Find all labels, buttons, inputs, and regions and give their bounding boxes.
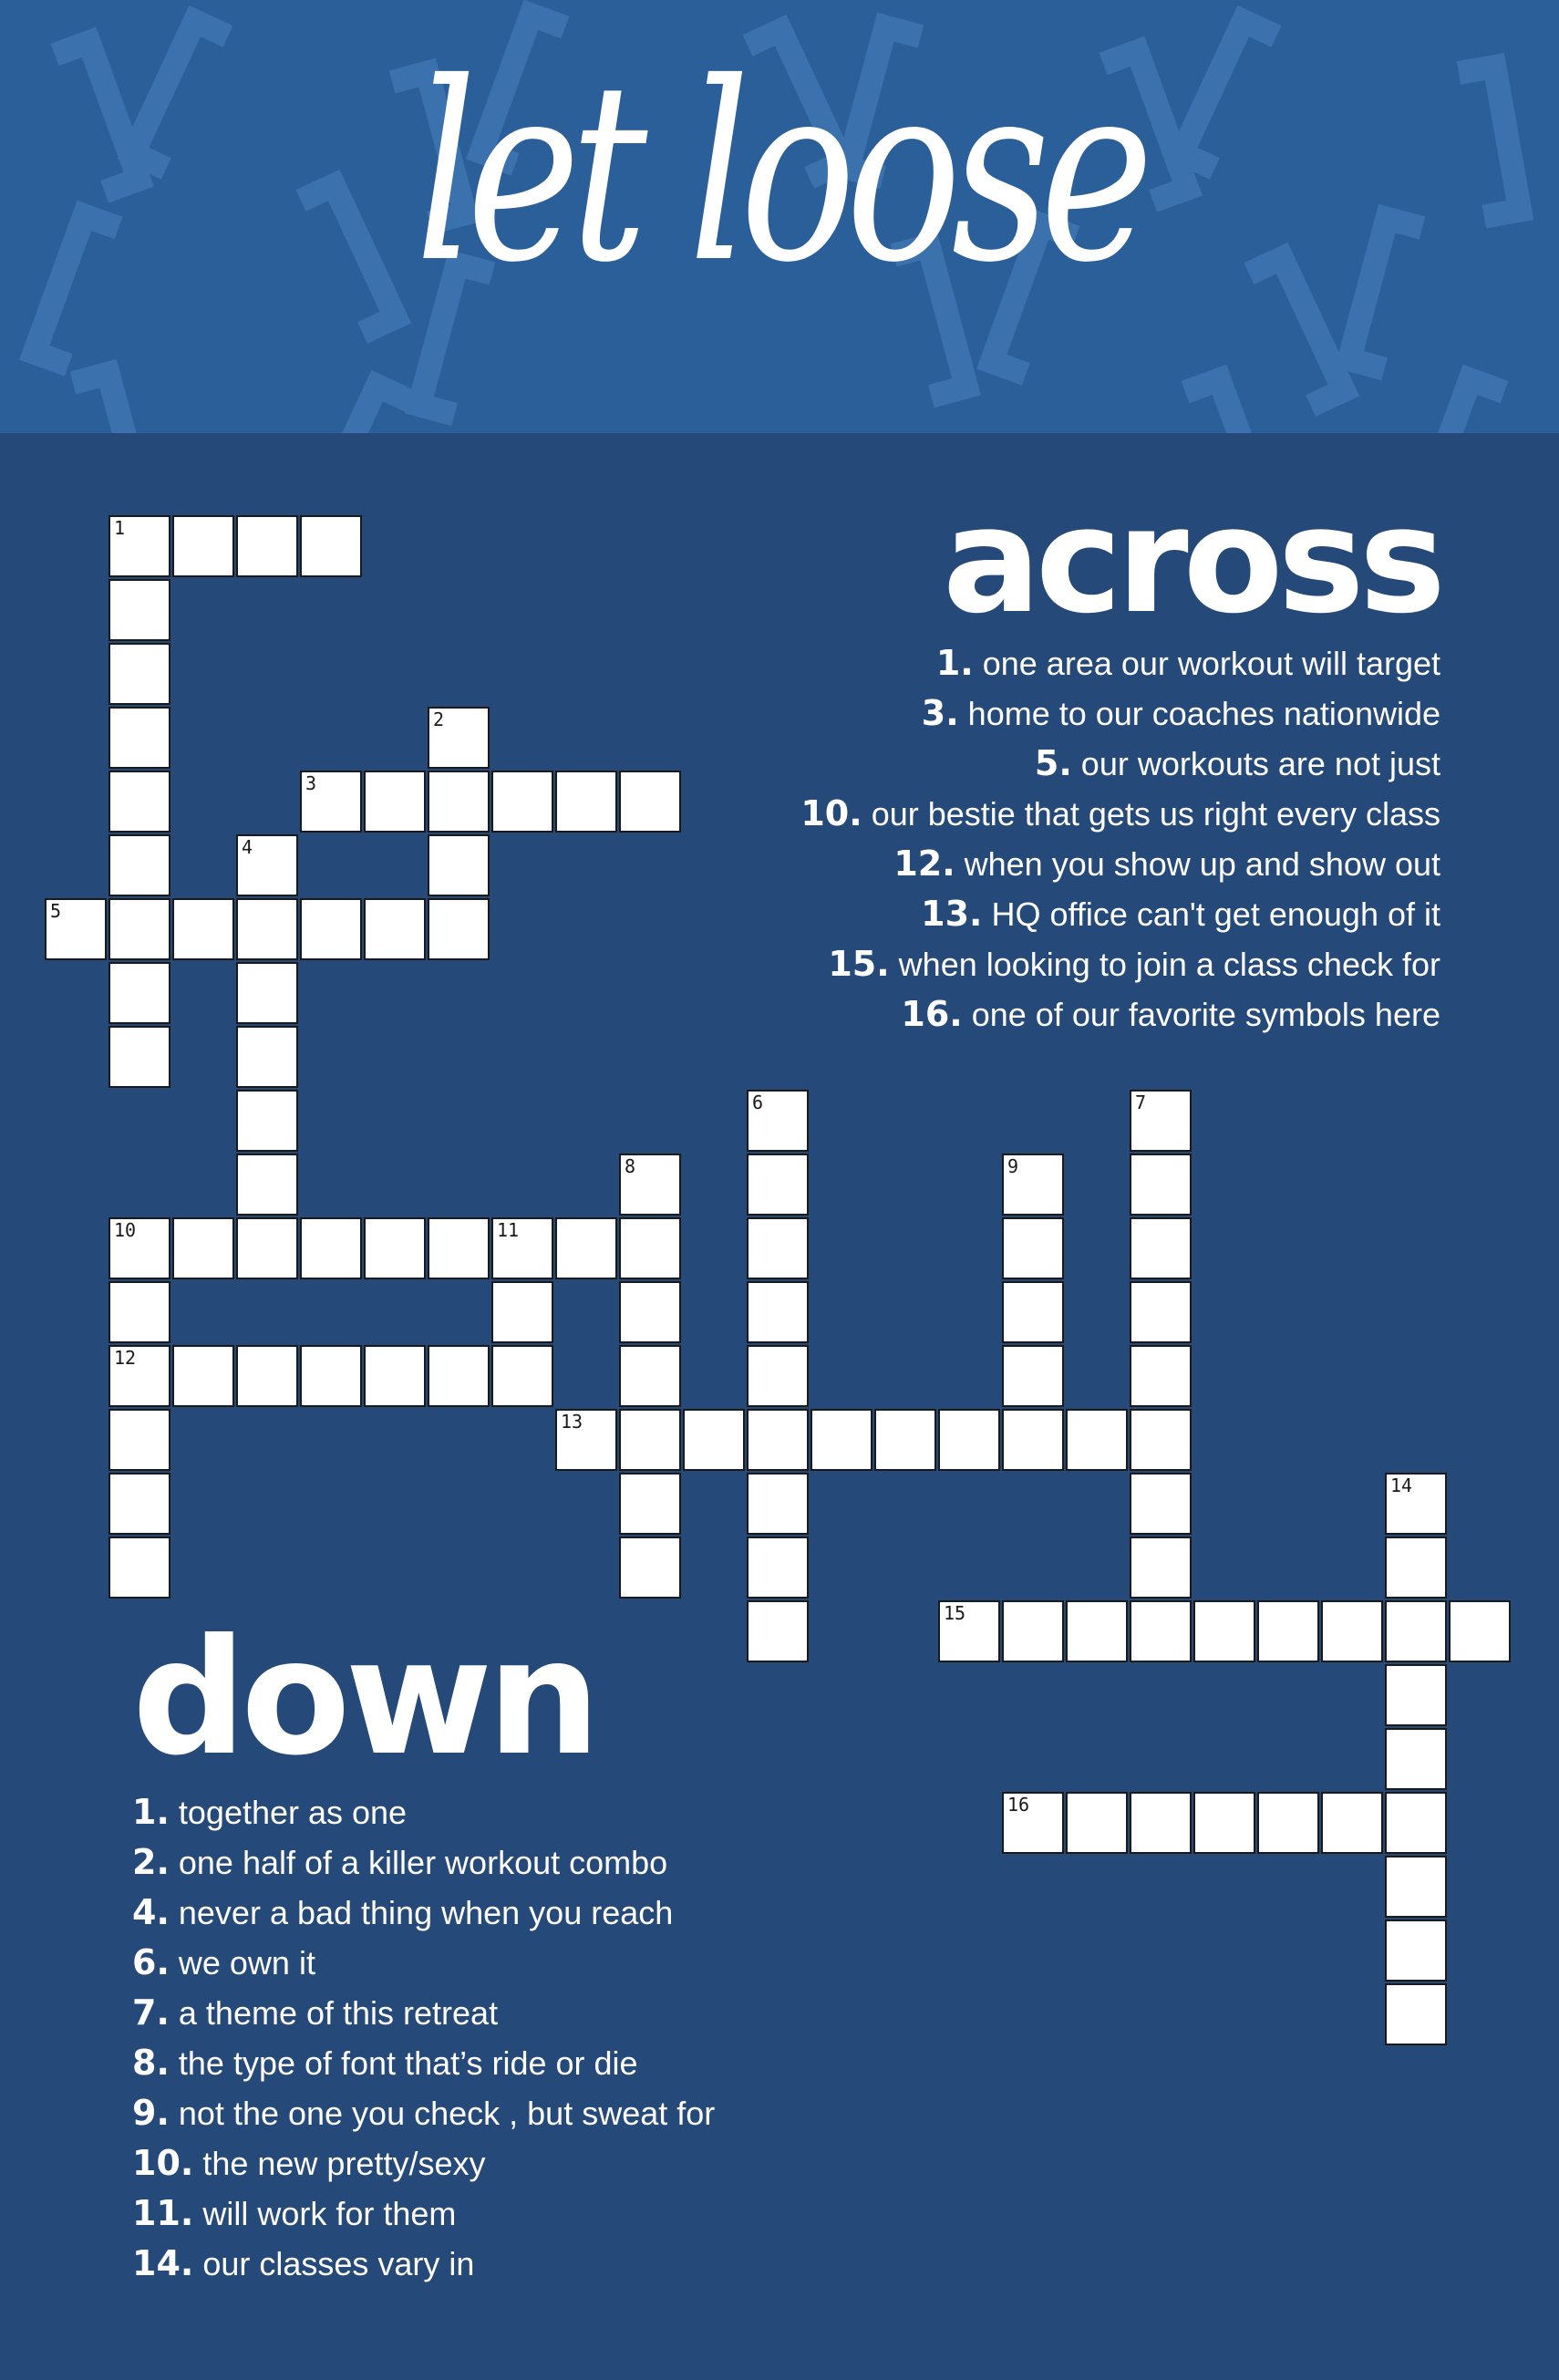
clue-number: 2. [132, 1842, 170, 1882]
crossword-cell[interactable] [300, 1217, 362, 1279]
crossword-cell[interactable] [236, 834, 298, 896]
crossword-cell[interactable] [1193, 1600, 1255, 1662]
crossword-cell[interactable] [1066, 1792, 1128, 1854]
crossword-cell[interactable] [236, 1090, 298, 1152]
crossword-cell[interactable] [108, 1345, 170, 1407]
clue-text: not the one you check , but sweat for [169, 2095, 716, 2132]
crossword-cell[interactable] [1257, 1600, 1319, 1662]
across-clue [800, 789, 1440, 839]
crossword-cell[interactable] [1130, 1090, 1192, 1152]
crossword-cell[interactable] [1002, 1600, 1064, 1662]
crossword-cell[interactable] [428, 1217, 490, 1279]
crossword-cell[interactable] [874, 1409, 936, 1471]
crossword-cell[interactable] [555, 1217, 617, 1279]
crossword-cell[interactable] [108, 834, 170, 896]
crossword-cell[interactable] [364, 1345, 426, 1407]
crossword-cell[interactable] [683, 1409, 745, 1471]
crossword-cell[interactable] [236, 515, 298, 577]
cell-number: 13 [561, 1411, 583, 1433]
crossword-cell[interactable] [619, 1409, 681, 1471]
crossword-cell[interactable] [619, 1217, 681, 1279]
crossword-cell[interactable] [1002, 1345, 1064, 1407]
cell-number: 14 [1390, 1475, 1413, 1496]
crossword-cell[interactable] [108, 579, 170, 641]
cell-number: 6 [752, 1092, 764, 1113]
crossword-cell[interactable] [491, 1217, 553, 1279]
crossword-cell[interactable] [108, 1281, 170, 1343]
crossword-cell[interactable] [108, 1537, 170, 1599]
clue-number: 8. [132, 2043, 170, 2083]
crossword-cell[interactable] [108, 515, 170, 577]
crossword-cell[interactable] [747, 1473, 809, 1535]
crossword-cell[interactable] [236, 898, 298, 960]
crossword-cell[interactable] [1385, 1473, 1447, 1535]
crossword-cell[interactable] [300, 898, 362, 960]
crossword-cell[interactable] [1385, 1728, 1447, 1790]
down-clue [132, 2038, 715, 2088]
clue-text: will work for them [193, 2195, 457, 2232]
crossword-cell[interactable] [300, 771, 362, 833]
clue-text: one area our workout will target [973, 645, 1440, 682]
crossword-cell[interactable] [428, 771, 490, 833]
crossword-cell[interactable] [108, 707, 170, 769]
cell-number: 7 [1135, 1092, 1147, 1113]
clue-text: when looking to join a class check for [889, 946, 1440, 983]
crossword-cell[interactable] [619, 1473, 681, 1535]
crossword-cell[interactable] [1193, 1792, 1255, 1854]
clue-text: HQ office can't get enough of it [982, 895, 1440, 933]
crossword-cell[interactable] [747, 1217, 809, 1279]
down-clue [132, 2088, 715, 2138]
across-clue [800, 939, 1440, 989]
clue-text: we own it [169, 1944, 315, 1982]
brand-title: let loose [415, 29, 1144, 316]
clue-number: 15. [828, 944, 890, 984]
cell-number: 8 [625, 1155, 636, 1177]
across-clue [800, 739, 1440, 789]
clue-text: a theme of this retreat [169, 1994, 499, 2032]
clue-text: together as one [169, 1794, 408, 1831]
clue-number: 16. [901, 994, 963, 1034]
crossword-cell[interactable] [1130, 1409, 1192, 1471]
crossword-cell[interactable] [747, 1281, 809, 1343]
crossword-cell[interactable] [619, 1345, 681, 1407]
crossword-cell[interactable] [491, 771, 553, 833]
clue-number: 1. [132, 1792, 170, 1832]
clue-text: when you show up and show out [955, 845, 1440, 883]
crossword-cell[interactable] [1130, 1281, 1192, 1343]
crossword-cell[interactable] [300, 515, 362, 577]
crossword-cell[interactable] [108, 1409, 170, 1471]
crossword-cell[interactable] [1385, 1983, 1447, 2045]
clue-number: 11. [132, 2193, 194, 2233]
crossword-cell[interactable] [1257, 1792, 1319, 1854]
clue-number: 10. [132, 2143, 194, 2183]
crossword-cell[interactable] [1130, 1792, 1192, 1854]
cell-number: 10 [114, 1219, 137, 1241]
crossword-cell[interactable] [1002, 1792, 1064, 1854]
crossword-cell[interactable] [810, 1409, 872, 1471]
clue-text: never a bad thing when you reach [169, 1894, 674, 1931]
crossword-cell[interactable] [1002, 1217, 1064, 1279]
crossword-cell[interactable] [364, 1217, 426, 1279]
crossword-cell[interactable] [747, 1537, 809, 1599]
across-heading: across [942, 475, 1440, 646]
crossword-cell[interactable] [236, 1026, 298, 1088]
down-clue [132, 2138, 715, 2189]
crossword-cell[interactable] [1066, 1409, 1128, 1471]
crossword-cell[interactable] [428, 707, 490, 769]
crossword-cell[interactable] [1449, 1600, 1511, 1662]
crossword-cell[interactable] [1385, 1537, 1447, 1599]
cell-number: 3 [305, 772, 317, 794]
crossword-cell[interactable] [938, 1600, 1000, 1662]
crossword-cell[interactable] [364, 771, 426, 833]
crossword-cell[interactable] [1130, 1154, 1192, 1216]
across-clue-list [800, 638, 1440, 1040]
clue-number: 3. [921, 693, 959, 733]
crossword-cell[interactable] [1321, 1600, 1383, 1662]
clue-number: 14. [132, 2243, 194, 2283]
across-clue [800, 989, 1440, 1040]
clue-number: 6. [132, 1942, 170, 1982]
crossword-cell[interactable] [1385, 1792, 1447, 1854]
down-clue [132, 1988, 715, 2038]
crossword-cell[interactable] [172, 1345, 234, 1407]
crossword-cell[interactable] [1130, 1537, 1192, 1599]
down-heading: down [132, 1606, 595, 1791]
down-clue [132, 1787, 715, 1837]
crossword-cell[interactable] [1002, 1409, 1064, 1471]
crossword-cell[interactable] [1385, 1856, 1447, 1918]
cell-number: 4 [242, 836, 253, 858]
clue-number: 10. [800, 793, 862, 833]
crossword-cell[interactable] [1130, 1600, 1192, 1662]
clue-text: the type of font that’s ride or die [169, 2044, 638, 2082]
clue-text: the new pretty/sexy [193, 2145, 486, 2182]
crossword-cell[interactable] [108, 898, 170, 960]
crossword-cell[interactable] [1066, 1600, 1128, 1662]
crossword-cell[interactable] [172, 898, 234, 960]
crossword-cell[interactable] [428, 898, 490, 960]
clue-number: 5. [1034, 743, 1072, 783]
crossword-cell[interactable] [108, 1026, 170, 1088]
crossword-cell[interactable] [236, 962, 298, 1024]
crossword-cell[interactable] [1130, 1345, 1192, 1407]
crossword-cell[interactable] [619, 1537, 681, 1599]
crossword-cell[interactable] [747, 1600, 809, 1662]
cell-number: 2 [433, 709, 445, 730]
cell-number: 5 [50, 900, 62, 922]
crossword-cell[interactable] [1130, 1217, 1192, 1279]
clue-text: our bestie that gets us right every class [862, 795, 1440, 833]
crossword-cell[interactable] [236, 1154, 298, 1216]
crossword-cell[interactable] [172, 515, 234, 577]
crossword-cell[interactable] [364, 898, 426, 960]
crossword-cell[interactable] [108, 1217, 170, 1279]
crossword-cell[interactable] [491, 1281, 553, 1343]
crossword-cell[interactable] [108, 1473, 170, 1535]
down-clue [132, 1938, 715, 1988]
cell-number: 1 [114, 517, 126, 539]
crossword-cell[interactable] [619, 1154, 681, 1216]
crossword-cell[interactable] [1385, 1600, 1447, 1662]
crossword-cell[interactable] [108, 643, 170, 705]
cell-number: 12 [114, 1347, 137, 1369]
crossword-cell[interactable] [45, 898, 107, 960]
crossword-cell[interactable] [300, 1345, 362, 1407]
crossword-cell[interactable] [747, 1154, 809, 1216]
crossword-cell[interactable] [1002, 1281, 1064, 1343]
crossword-cell[interactable] [1130, 1473, 1192, 1535]
across-clue [800, 839, 1440, 889]
clue-number: 7. [132, 1992, 170, 2033]
down-clue-list [132, 1787, 715, 2289]
crossword-cell[interactable] [555, 1409, 617, 1471]
across-clue [800, 638, 1440, 688]
crossword-cell[interactable] [619, 1281, 681, 1343]
clue-text: one of our favorite symbols here [962, 996, 1440, 1033]
down-clue [132, 2189, 715, 2239]
down-clue [132, 1837, 715, 1888]
crossword-cell[interactable] [747, 1409, 809, 1471]
cell-number: 16 [1007, 1794, 1030, 1816]
clue-number: 1. [935, 643, 974, 683]
crossword-cell[interactable] [1385, 1920, 1447, 1982]
crossword-cell[interactable] [491, 1345, 553, 1407]
crossword-cell[interactable] [236, 1345, 298, 1407]
clue-number: 13. [921, 894, 983, 934]
across-clue [800, 889, 1440, 939]
crossword-cell[interactable] [938, 1409, 1000, 1471]
crossword-cell[interactable] [236, 1217, 298, 1279]
crossword-cell[interactable] [1321, 1792, 1383, 1854]
clue-text: home to our coaches nationwide [958, 695, 1440, 732]
crossword-cell[interactable] [428, 1345, 490, 1407]
cell-number: 9 [1007, 1155, 1019, 1177]
clue-number: 4. [132, 1892, 170, 1932]
crossword-cell[interactable] [1002, 1154, 1064, 1216]
down-clue [132, 2239, 715, 2289]
crossword-cell[interactable] [555, 771, 617, 833]
down-clue [132, 1888, 715, 1938]
clue-number: 9. [132, 2093, 170, 2133]
crossword-cell[interactable] [1385, 1664, 1447, 1726]
crossword-cell[interactable] [172, 1217, 234, 1279]
crossword-cell[interactable] [747, 1090, 809, 1152]
across-clue [800, 688, 1440, 739]
crossword-cell[interactable] [619, 771, 681, 833]
cell-number: 11 [497, 1219, 520, 1241]
clue-text: one half of a killer workout combo [169, 1844, 668, 1881]
cell-number: 15 [944, 1602, 966, 1624]
crossword-cell[interactable] [108, 962, 170, 1024]
clue-text: our workouts are not just [1071, 745, 1440, 782]
crossword-cell[interactable] [428, 834, 490, 896]
crossword-cell[interactable] [108, 771, 170, 833]
clue-text: our classes vary in [193, 2245, 475, 2282]
crossword-cell[interactable] [747, 1345, 809, 1407]
clue-number: 12. [893, 843, 955, 884]
